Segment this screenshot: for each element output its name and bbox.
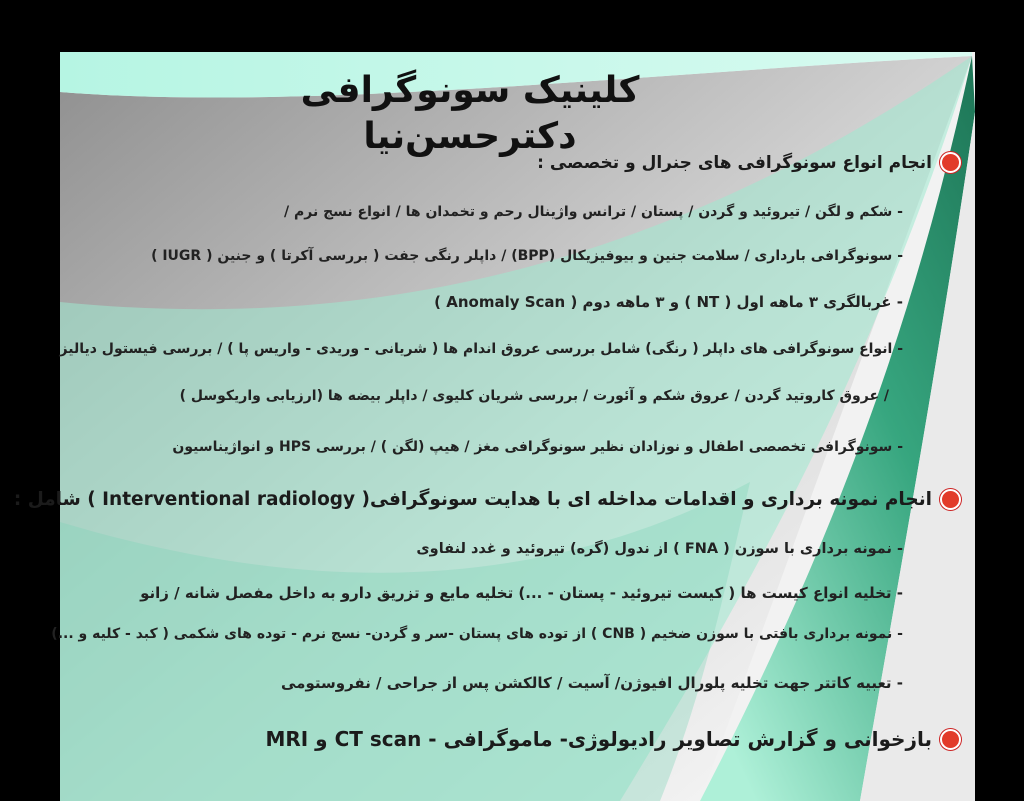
list-item: - غربالگری ۳ ماهه اول ( NT ) و ۳ ماهه دوم ( Anomaly Scan ) xyxy=(434,293,903,311)
list-item: - انواع سونوگرافی های داپلر ( رنگی) شامل بررسی عروق اندام ها ( شریانی - وریدی - واریس پا ) / بررسی فیستول دیالیز xyxy=(59,341,903,357)
section-heading-text: انجام انواع سونوگرافی های جنرال و تخصصی : xyxy=(537,152,932,173)
section-heading-text: انجام نمونه برداری و اقدامات مداخله ای با هدایت سونوگرافی( Interventional radiology ) شامل : xyxy=(13,489,932,510)
list-item: - سونوگرافی بارداری / سلامت جنین و بیوفیزیکال (BPP) / داپلر رنگی جفت ( بررسی آکرتا ) و جنین ( IUGR ) xyxy=(151,248,903,264)
list-item: - تعبیه کاتتر جهت تخلیه پلورال افیوژن/ آسیت / کالکشن پس از جراحی / نفروستومی xyxy=(281,674,903,692)
page-title: کلینیک سونوگرافی دکترحسن‌نیا xyxy=(300,70,640,157)
red-circle-bullet-icon xyxy=(940,729,961,750)
section-heading-general xyxy=(537,152,961,173)
poster-content xyxy=(13,52,975,801)
poster-card xyxy=(13,52,975,801)
list-item: / عروق کاروتید گردن / عروق شکم و آئورت / بررسی شریان کلیوی / داپلر بیضه ها (ارزیابی واریکوسل ) xyxy=(179,388,889,404)
section-heading-interventional xyxy=(14,489,961,510)
list-item: - نمونه برداری با سوزن ( FNA ) از ندول (گره) تیروئید و غدد لنفاوی xyxy=(416,541,903,557)
section-heading-reporting xyxy=(265,727,961,751)
list-item: - تخلیه انواع کیست ها ( کیست تیروئید - پستان - ...) تخلیه مایع و تزریق دارو به داخل مفصل شانه / زانو xyxy=(140,584,903,602)
red-circle-bullet-icon xyxy=(940,489,961,510)
section-heading-text: بازخوانی و گزارش تصاویر رادیولوژی- ماموگرافی - CT scan و MRI xyxy=(265,727,932,751)
red-circle-bullet-icon xyxy=(940,152,961,173)
list-item: - نمونه برداری بافتی با سوزن ضخیم ( CNB ) از توده های پستان -سر و گردن- نسج نرم - توده های شکمی ( کبد - کلیه و ...) xyxy=(51,626,903,642)
list-item: - شکم و لگن / تیروئید و گردن / پستان / ترانس واژینال رحم و تخمدان ها / انواع نسج نرم / xyxy=(284,204,903,220)
list-item: - سونوگرافی تخصصی اطفال و نوزادان نظیر سونوگرافی مغز / هیپ (لگن ) / بررسی HPS و انواژیناسیون xyxy=(172,439,903,455)
